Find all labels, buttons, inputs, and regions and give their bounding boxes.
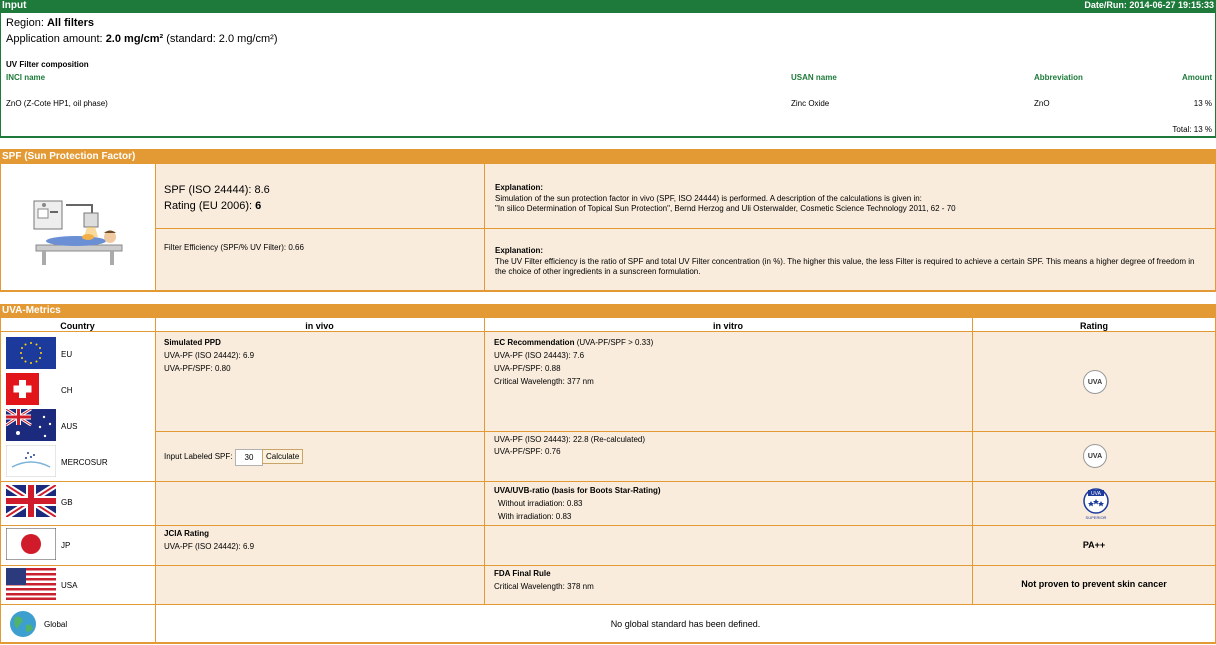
recalc-line1: UVA-PF (ISO 24443): 22.8 (Re-calculated) xyxy=(494,435,646,444)
mercosur-flag-icon xyxy=(6,445,56,477)
global-text: No global standard has been defined. xyxy=(610,619,761,629)
col-in-vivo: in vivo xyxy=(305,321,334,331)
region-value: All filters xyxy=(46,17,95,29)
jcia-title: JCIA Rating xyxy=(164,529,210,538)
boots-badge-top: UVA xyxy=(1091,491,1101,497)
spf-test-illustration xyxy=(32,185,124,271)
region-label: Region: xyxy=(6,17,44,29)
spf-header-bar xyxy=(0,149,1216,164)
total: Total: 13 % xyxy=(1172,125,1212,134)
explanation2-title: Explanation: xyxy=(495,246,544,255)
spf-rating-label: Rating (EU 2006): xyxy=(164,200,253,212)
col-abbr: Abbreviation xyxy=(1034,73,1083,82)
col-rating: Rating xyxy=(1080,321,1108,331)
input-header-bar xyxy=(0,0,1216,13)
spf-rating xyxy=(164,200,261,212)
calculate-button[interactable]: Calculate xyxy=(262,449,303,464)
input-title: Input xyxy=(2,0,27,11)
country-gb: GB xyxy=(61,498,73,507)
boots-badge-bottom: SUPERIOR xyxy=(1085,515,1107,520)
country-jp: JP xyxy=(61,541,71,550)
boots-line1: Without irradiation: 0.83 xyxy=(498,499,583,508)
usa-rating: Not proven to prevent skin cancer xyxy=(1021,579,1167,589)
ec-recommendation xyxy=(494,337,653,348)
fda-line1: Critical Wavelength: 378 nm xyxy=(494,582,594,591)
col-inci: INCI name xyxy=(6,73,46,82)
composition-title: UV Filter composition xyxy=(6,60,89,69)
spf-value: SPF (ISO 24444): 8.6 xyxy=(164,184,270,196)
date-run: Date/Run: 2014-06-27 19:15:33 xyxy=(1084,0,1214,10)
boots-star-rating-icon xyxy=(1082,485,1110,521)
col-amount: Amount xyxy=(1182,73,1213,82)
country-ch: CH xyxy=(61,386,73,395)
recalc-line2: UVA-PF/SPF: 0.76 xyxy=(494,447,561,456)
application-value: 2.0 mg/cm² xyxy=(105,33,164,45)
jp-flag-icon xyxy=(6,528,56,560)
application-line xyxy=(6,33,277,45)
usa-flag-icon xyxy=(6,568,56,600)
ec-condition: (UVA-PF/SPF > 0.33) xyxy=(576,338,654,347)
sim-ppd-line1: UVA-PF (ISO 24442): 6.9 xyxy=(164,351,255,360)
eu-flag-icon xyxy=(6,337,56,369)
boots-line2: With irradiation: 0.83 xyxy=(498,512,572,521)
application-standard: (standard: 2.0 mg/cm²) xyxy=(166,33,278,45)
boots-title: UVA/UVB-ratio (basis for Boots Star-Rating) xyxy=(494,486,661,495)
input-spf-label: Input Labeled SPF: xyxy=(164,452,233,461)
row-abbr: ZnO xyxy=(1034,99,1050,108)
labeled-spf-input[interactable] xyxy=(235,449,263,466)
ch-flag-icon xyxy=(6,373,39,405)
uva-title: UVA-Metrics xyxy=(2,305,61,316)
aus-flag-icon xyxy=(6,409,56,441)
uva-badge-icon: UVA xyxy=(1083,444,1107,468)
uva-badge-icon: UVA xyxy=(1083,370,1107,394)
spf-title: SPF (Sun Protection Factor) xyxy=(2,151,136,162)
country-aus: AUS xyxy=(61,422,78,431)
sim-ppd-line2: UVA-PF/SPF: 0.80 xyxy=(164,364,231,373)
ec-line1: UVA-PF (ISO 24443): 7.6 xyxy=(494,351,585,360)
filter-efficiency: Filter Efficiency (SPF/% UV Filter): 0.66 xyxy=(164,243,304,252)
uva-header-bar xyxy=(0,304,1216,318)
explanation1-line2: "In silico Determination of Topical Sun Protection", Bernd Herzog and Uli Osterwalder, Cosmetic Science Technology 2011, 62 - 70 xyxy=(495,204,956,213)
fda-title: FDA Final Rule xyxy=(494,569,551,578)
explanation1-title: Explanation: xyxy=(495,183,544,192)
row-usan: Zinc Oxide xyxy=(791,99,830,108)
country-usa: USA xyxy=(61,581,78,590)
row-amount: 13 % xyxy=(1193,99,1212,108)
col-country: Country xyxy=(60,321,95,331)
explanation1-line1: Simulation of the sun protection factor in vivo (SPF, ISO 24444) is performed. A description of the calculations is given in: xyxy=(495,194,922,203)
ec-line3: Critical Wavelength: 377 nm xyxy=(494,377,594,386)
ec-title: EC Recommendation xyxy=(494,338,575,347)
row-inci: ZnO (Z-Cote HP1, oil phase) xyxy=(6,99,108,108)
explanation2-line1: The UV Filter efficiency is the ratio of SPF and total UV Filter concentration (in %). The higher this value, the less Filter is required to achieve a certain SPF. This means a higher degree of freedom in xyxy=(495,257,1195,266)
region-line xyxy=(6,17,94,29)
gb-flag-icon xyxy=(6,485,56,517)
ec-line2: UVA-PF/SPF: 0.88 xyxy=(494,364,561,373)
globe-icon xyxy=(7,609,39,639)
explanation2-line2: the choice of other ingredients in a sunscreen formulation. xyxy=(495,267,701,276)
application-label: Application amount: xyxy=(6,33,103,45)
spf-rating-value: 6 xyxy=(255,200,262,212)
country-global: Global xyxy=(44,620,68,629)
jp-rating: PA++ xyxy=(1082,540,1106,550)
jcia-line1: UVA-PF (ISO 24442): 6.9 xyxy=(164,542,255,551)
col-in-vitro: in vitro xyxy=(712,321,743,331)
col-usan: USAN name xyxy=(791,73,837,82)
sim-ppd-title: Simulated PPD xyxy=(164,338,221,347)
country-mercosur: MERCOSUR xyxy=(61,458,108,467)
country-eu: EU xyxy=(61,350,73,359)
